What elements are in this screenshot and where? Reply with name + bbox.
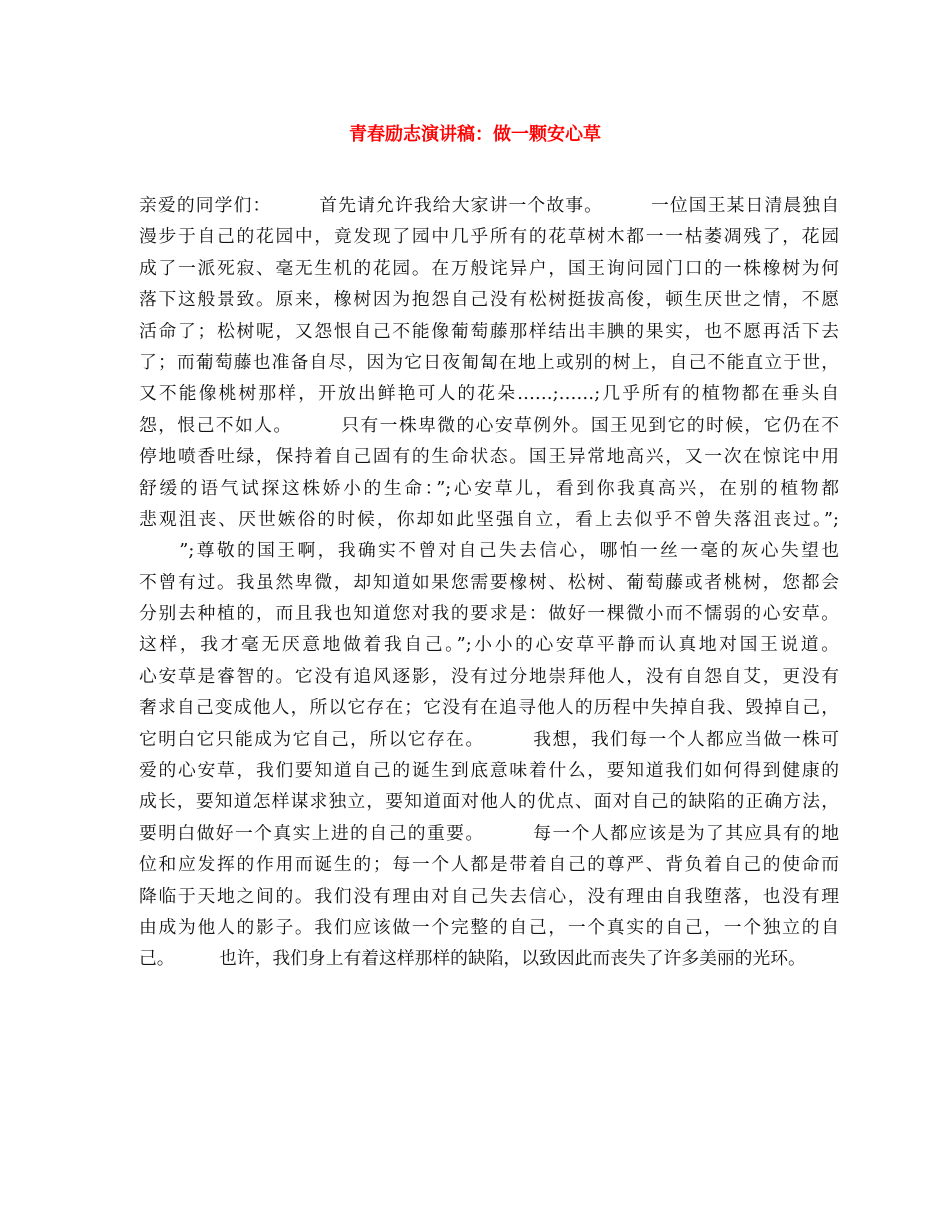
body-line: 成长，要知道怎样谋求独立，要知道面对他人的优点、面对自己的缺陷的正确方法， (139, 791, 839, 813)
body-line: 这样，我才毫无厌意地做着我自己。”;小小的心安草平静而认真地对国王说道。 (139, 634, 839, 656)
body-line: 悲观沮丧、厌世嫉俗的时候，你却如此坚强自立，看上去似乎不曾失落沮丧过。”; (139, 508, 839, 530)
body-line: 落下这般景致。原来，橡树因为抱怨自己没有松树挺拔高俊，顿生厌世之情，不愿 (139, 289, 839, 311)
body-line: 舒缓的语气试探这株娇小的生命：”;心安草儿，看到你我真高兴，在别的植物都 (139, 477, 839, 499)
document-body (139, 190, 839, 975)
body-line: 漫步于自己的花园中，竟发现了园中几乎所有的花草树木都一一枯萎凋残了，花园 (139, 226, 839, 248)
body-line: 活命了；松树呢，又怨恨自己不能像葡萄藤那样结出丰腆的果实，也不愿再活下去 (139, 320, 839, 342)
body-line: 不曾有过。我虽然卑微，却知道如果您需要橡树、松树、葡萄藤或者桃树，您都会 (139, 571, 839, 593)
body-line: 亲爱的同学们： 首先请允许我给大家讲一个故事。 一位国王某日清晨独自 (139, 195, 839, 216)
body-line: 分别去种植的，而且我也知道您对我的要求是：做好一棵微小而不懦弱的心安草。 (139, 603, 839, 625)
body-line: 要明白做好一个真实上进的自己的重要。 每一个人都应该是为了其应具有的地 (139, 822, 839, 844)
body-line: 停地喷香吐绿，保持着自己固有的生命状态。国王异常地高兴，又一次在惊诧中用 (139, 446, 839, 468)
body-line: 奢求自己变成他人，所以它存在；它没有在追寻他人的历程中失掉自我、毁掉自己， (139, 697, 839, 719)
body-line: 位和应发挥的作用而诞生的；每一个人都是带着自己的尊严、背负着自己的使命而 (139, 854, 839, 876)
body-line: 又不能像桃树那样，开放出鲜艳可人的花朵……;……;几乎所有的植物都在垂头自 (139, 383, 839, 405)
body-line: 它明白它只能成为它自己，所以它存在。 我想，我们每一个人都应当做一株可 (139, 728, 839, 750)
body-line: 了；而葡萄藤也准备自尽，因为它日夜匍匐在地上或别的树上，自己不能直立于世， (139, 351, 839, 373)
body-line: 降临于天地之间的。我们没有理由对自己失去信心，没有理由自我堕落，也没有理 (139, 885, 839, 907)
body-line: 由成为他人的影子。我们应该做一个完整的自己，一个真实的自己，一个独立的自 (139, 916, 839, 938)
body-line: 爱的心安草，我们要知道自己的诞生到底意味着什么，要知道我们如何得到健康的 (139, 760, 839, 782)
body-line: 心安草是睿智的。它没有追风逐影，没有过分地崇拜他人，没有自怨自艾，更没有 (139, 665, 839, 687)
body-line: 怨，恨己不如人。 只有一株卑微的心安草例外。国王见到它的时候，它仍在不 (139, 414, 839, 436)
body-line: 己。 也许，我们身上有着这样那样的缺陷，以致因此而丧失了许多美丽的光环。 (139, 948, 806, 970)
document-title: 青春励志演讲稿：做一颗安心草 (349, 124, 601, 145)
body-line: 成了一派死寂、毫无生机的花园。在万般诧异户，国王询问园门口的一株橡树为何 (139, 257, 839, 279)
body-line: ”;尊敬的国王啊，我确实不曾对自己失去信心，哪怕一丝一毫的灰心失望也 (139, 540, 839, 562)
